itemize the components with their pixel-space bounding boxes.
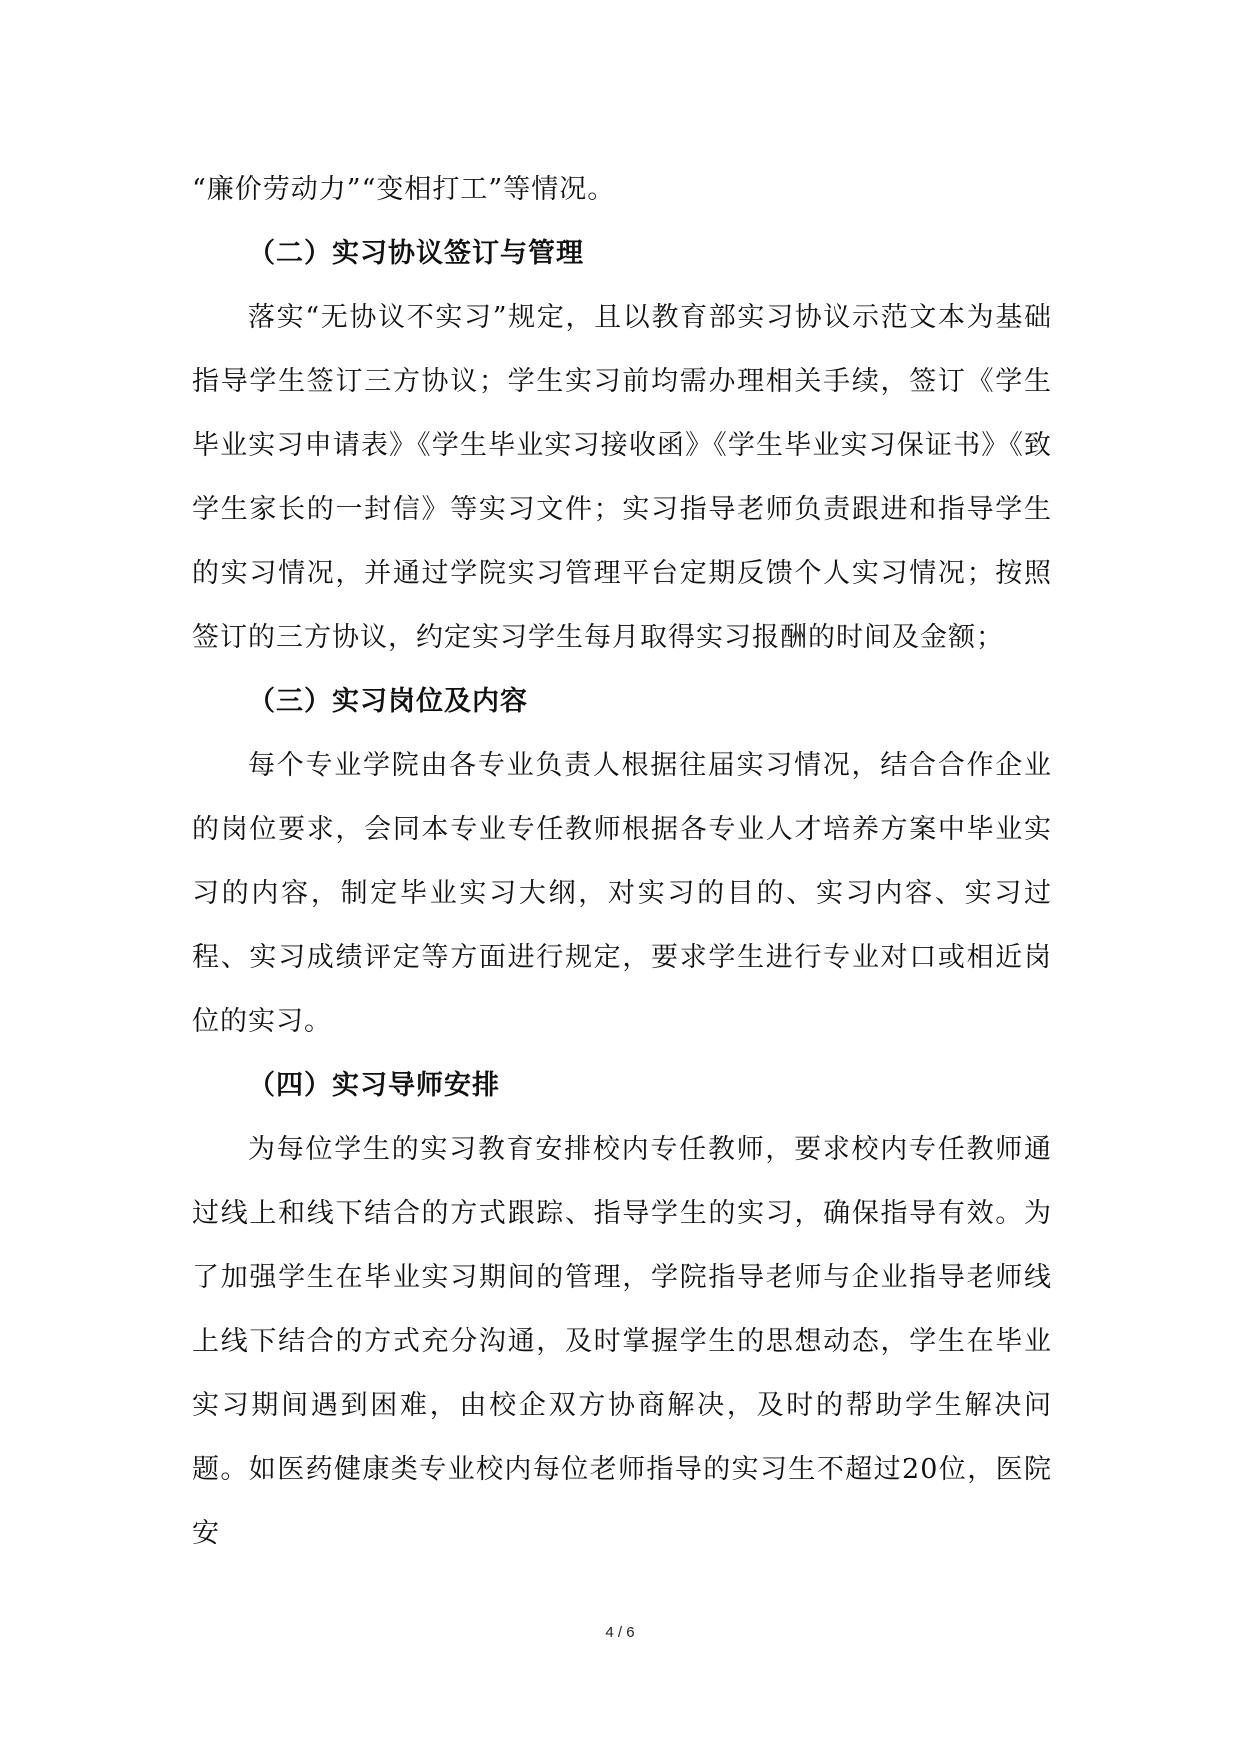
paragraph-agreement: 落实“无协议不实习”规定，且以教育部实习协议示范文本为基础指导学生签订三方协议；学生实习前均需办理相关手续，签订《学生毕业实习申请表》《学生毕业实习接收函》《学生毕业实习保证书》《致学生家长的一封信》等实习文件；实习指导老师负责跟进和指导学生的实习情况，并通过学院实习管理平台定期反馈个人实习情况；按照签订的三方协议，约定实习学生每月取得实习报酬的时间及金额； [192, 302, 1052, 653]
section-heading-agreement: （二）实习协议签订与管理 [248, 238, 584, 269]
section-heading-positions: （三）实习岗位及内容 [248, 686, 528, 717]
paragraph-continuation: “廉价劳动力”“变相打工”等情况。 [192, 174, 616, 205]
section-heading-mentors: （四）实习导师安排 [248, 1070, 500, 1101]
page-number: 4 / 6 [605, 1624, 635, 1641]
paragraph-positions: 每个专业学院由各专业负责人根据往届实习情况，结合合作企业的岗位要求，会同本专业专任教师根据各专业人才培养方案中毕业实习的内容，制定毕业实习大纲，对实习的目的、实习内容、实习过程、实习成绩评定等方面进行规定，要求学生进行专业对口或相近岗位的实习。 [192, 750, 1052, 1037]
document-body [192, 158, 1052, 1566]
paragraph-mentors: 为每位学生的实习教育安排校内专任教师，要求校内专任教师通过线上和线下结合的方式跟踪、指导学生的实习，确保指导有效。为了加强学生在毕业实习期间的管理，学院指导老师与企业指导老师线上线下结合的方式充分沟通，及时掌握学生的思想动态，学生在毕业实习期间遇到困难，由校企双方协商解决，及时的帮助学生解决问题。如医药健康类专业校内每位老师指导的实习生不超过20位，医院安 [192, 1134, 1052, 1549]
